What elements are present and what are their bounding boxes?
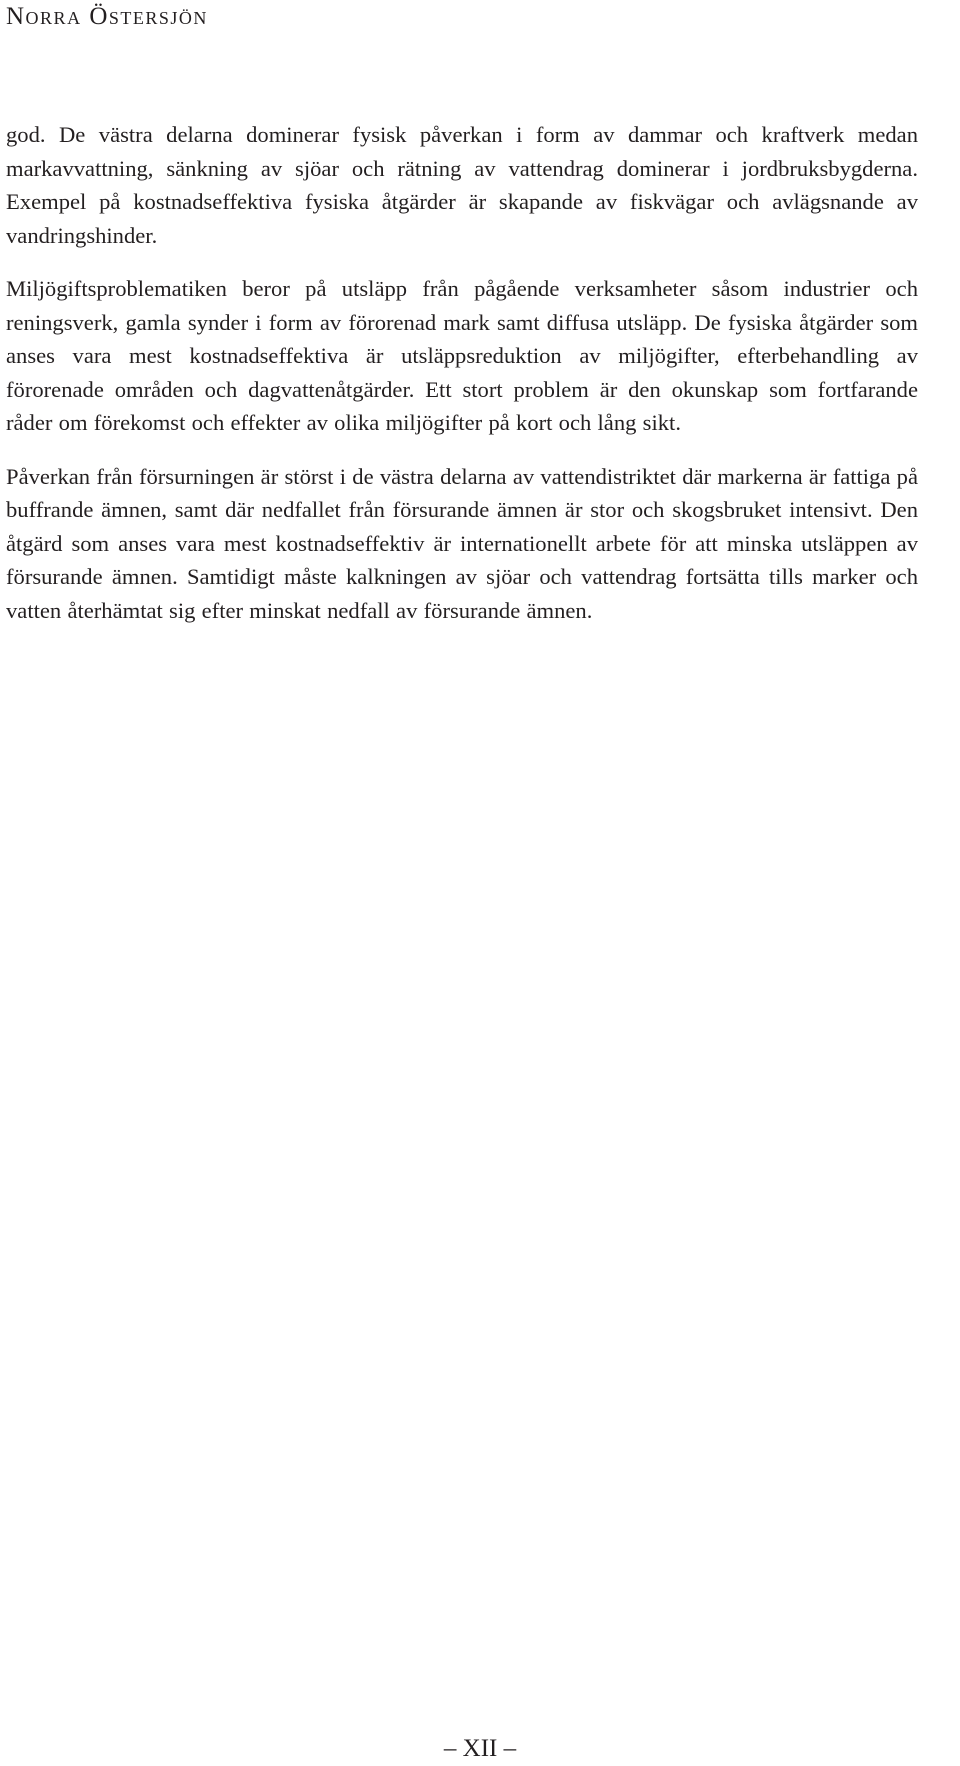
paragraph-hydromorphology: god. De västra delarna dominerar fysisk påverkan i form av dammar och kraftverk medan markavvattning, sänkning av sjöar och rätning av vattendrag dominerar i jordbruksbygderna. Exempel på kostnadseffektiva fysiska åtgärder är skapande av fiskvägar och avlägsnande av vandringshinder. xyxy=(6,122,918,248)
paragraph-acidification: Påverkan från försurningen är störst i de västra delarna av vattendistriktet där markerna är fattiga på buffrande ämnen, samt där nedfallet från försurande ämnen är stor och skogsbruket intensivt. Den åtgärd som anses vara mest kostnadseffektiv är internationellt arbete för att minska utsläppen av försurande ämnen. Samtidigt måste kalkningen av sjöar och vattendrag fortsätta tills marker och vatten återhämtat sig efter minskat nedfall av försurande ämnen. xyxy=(6,463,918,623)
paragraph-pollutants: Miljögiftsproblematiken beror på utsläpp från pågående verksamheter såsom industrier och reningsverk, gamla synder i form av förorenad mark samt diffusa utsläpp. De fysiska åtgärder som anses vara mest kostnadseffektiva är utsläppsreduktion av miljögifter, efterbehandling av förorenade områden och dagvattenåtgärder. Ett stort problem är den okunskap som fortfarande råder om förekomst och effekter av olika miljögifter på kort och lång sikt. xyxy=(6,276,918,435)
page-number: – XII – xyxy=(443,1735,517,1762)
running-head: Norra Östersjön xyxy=(6,3,208,30)
body-text xyxy=(6,118,918,627)
